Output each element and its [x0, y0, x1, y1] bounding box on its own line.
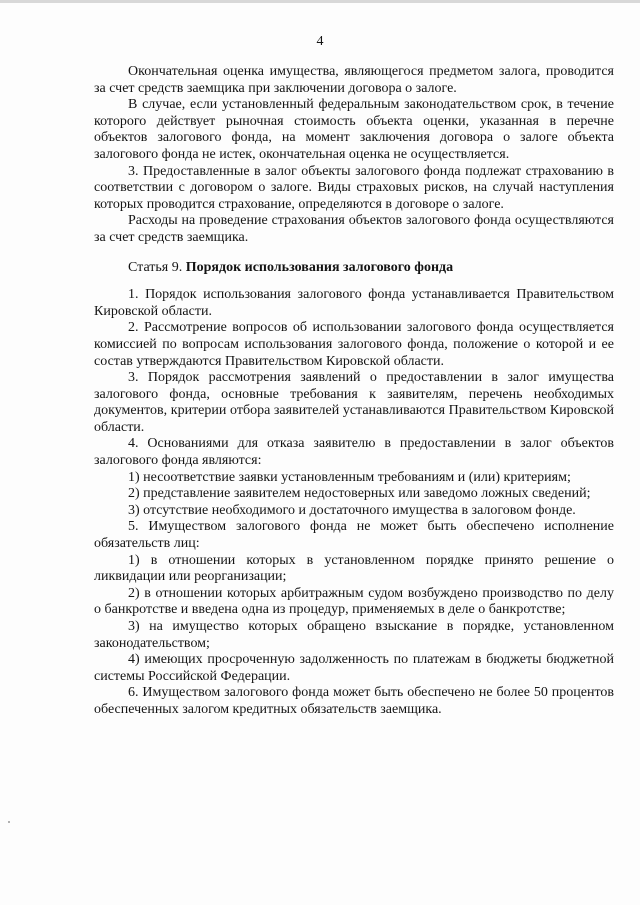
article-list-item: 4) имеющих просроченную задолженность по платежам в бюджеты бюджетной системы Российской Федерации. [94, 652, 614, 684]
article-list-item: 1) несоответствие заявки установленным требованиям и (или) критериям; [128, 469, 571, 485]
paragraph-valuation-term: В случае, если установленный федеральным законодательством срок, в течение которого действует рыночная стоимость объекта оценки, указанная в перечне объектов залогового фонда, на момент заключения договора о залоге объекта залогового фонда не истек, окончательная оценка не осуществляется. [94, 97, 614, 162]
article-paragraph: 6. Имуществом залогового фонда может быть обеспечено не более 50 процентов обеспеченных залогом кредитных обязательств заемщика. [94, 685, 614, 717]
page-number: 4 [316, 34, 324, 49]
article-list-item: 2) представление заявителем недостоверных или заведомо ложных сведений; [128, 486, 591, 502]
article-list-item: 1) в отношении которых в установленном порядке принято решение о ликвидации или реорганизации; [94, 552, 614, 585]
article-list-item: 3) отсутствие необходимого и достаточного имущества в залоговом фонде. [128, 502, 576, 518]
spacer [94, 247, 614, 260]
article-paragraph: 1. Порядок использования залогового фонда устанавливается Правительством Кировской области. [94, 287, 614, 319]
article-paragraph: 5. Имуществом залогового фонда не может быть обеспечено исполнение обязательств лиц: [94, 519, 614, 552]
article-heading [94, 260, 614, 277]
paragraph-final-valuation: Окончательная оценка имущества, являющегося предметом залога, проводится за счет средств заемщика при заключении договора о залоге. [94, 64, 614, 96]
article-paragraph: 2. Рассмотрение вопросов об использовании залогового фонда осуществляется комиссией по вопросам использования залогового фонда, положение о которой и ее состав утверждаются Правительством Кировской области. [94, 320, 614, 369]
paragraph-insurance-costs: Расходы на проведение страхования объектов залогового фонда осуществляются за счет средств заемщика. [94, 213, 614, 245]
article-title: Порядок использования залогового фонда [185, 259, 454, 275]
paragraph-insurance: 3. Предоставленные в залог объекты залогового фонда подлежат страхованию в соответствии с договором о залоге. Виды страховых рисков, на случай наступления которых проводится страхование, определяются в договоре о залоге. [94, 163, 614, 212]
article-prefix: Статья 9. [128, 259, 183, 275]
article-list-item: 3) на имущество которых обращено взыскание в порядке, установленном законодательством; [94, 619, 614, 651]
scan-edge-line [0, 0, 640, 3]
scan-speck [8, 821, 10, 823]
document-body [94, 64, 614, 719]
article-paragraph: 4. Основаниями для отказа заявителю в предоставлении в залог объектов залогового фонда являются: [94, 436, 614, 469]
article-list-item: 2) в отношении которых арбитражным судом возбуждено производство по делу о банкротстве и введена одна из процедур, применяемых в деле о банкротстве; [94, 585, 614, 618]
spacer [94, 276, 614, 287]
article-paragraph: 3. Порядок рассмотрения заявлений о предоставлении в залог имущества залогового фонда, основные требования к заявителям, перечень необходимых документов, критерии отбора заявителей устанавливаются Правительством Кировской области. [94, 370, 614, 435]
